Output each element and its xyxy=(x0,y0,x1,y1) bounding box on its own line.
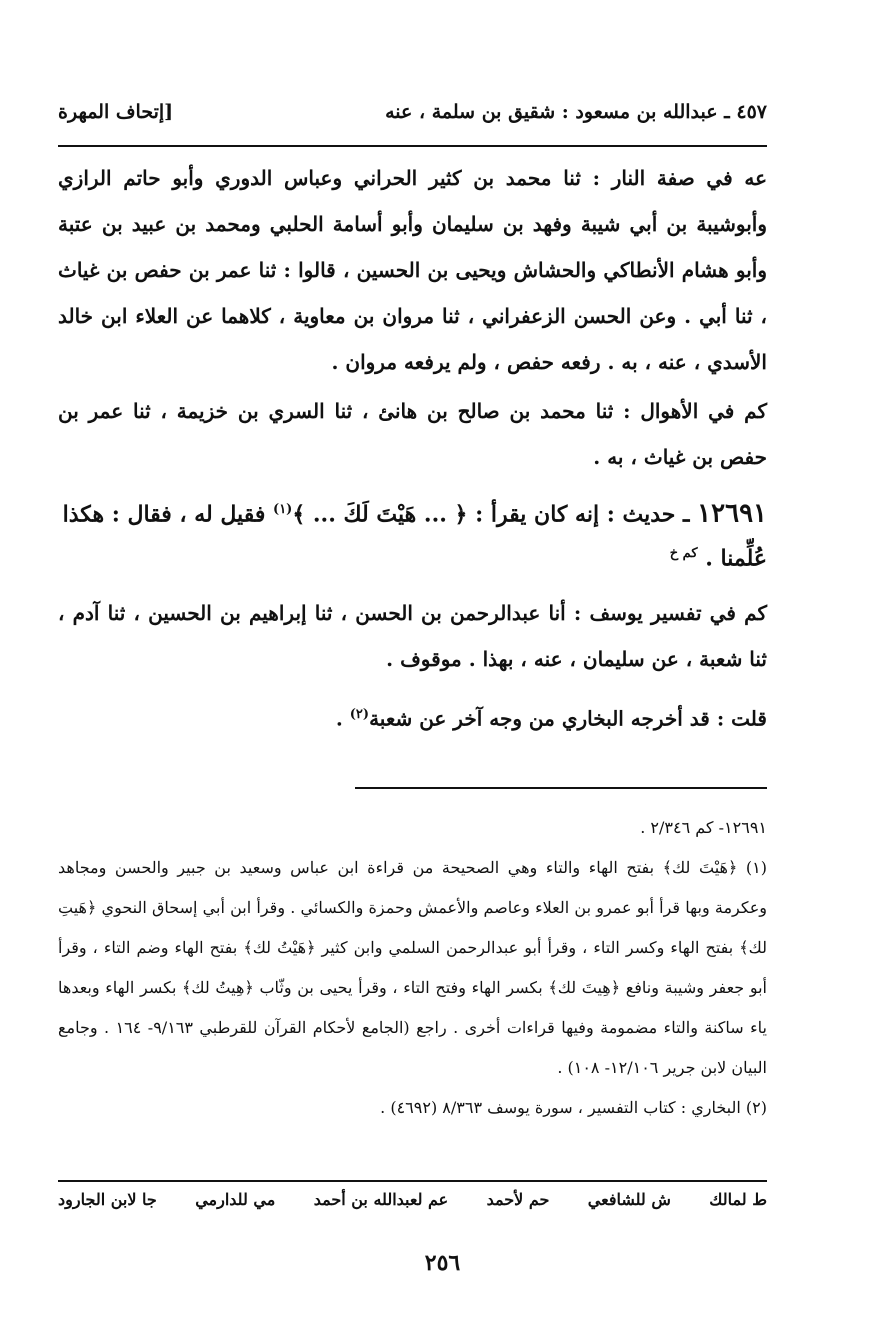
hadith-entry xyxy=(58,490,767,579)
footnotes xyxy=(58,808,767,1128)
paragraph-1: عه في صفة النار : ثنا محمد بن كثير الحراني وعباس الدوري وأبو حاتم الرازي وأبوشيبة بن أبي شيبة وفهد بن سليمان وأبو أسامة الحلبي ومحمد بن عبيد بن عتبة وأبو هشام الأنطاكي والحشاش ويحيى بن الحسين ، قالوا : ثنا عمر بن حفص بن غياث ، ثنا أبي . وعن الحسن الزعفراني ، ثنا مروان بن معاوية ، كلاهما عن العلاء ابن خالد الأسدي ، عنه ، به . رفعه حفص ، ولم يرفعه مروان . xyxy=(58,166,767,374)
paragraph-2: كم في الأهوال : ثنا محمد بن صالح بن هانئ ، ثنا السري بن خزيمة ، ثنا عمر بن حفص بن غياث ، به . xyxy=(58,399,767,469)
header-divider xyxy=(58,145,767,147)
abbreviations-key xyxy=(58,1190,767,1209)
page-number: ٢٥٦ xyxy=(424,1250,461,1276)
abbreviation-item: حم لأحمد xyxy=(486,1190,550,1209)
paragraph-4-end: . xyxy=(335,706,350,731)
running-header xyxy=(58,92,767,132)
hadith-footnote-ref: (١) xyxy=(273,502,293,517)
abbreviation-item: عم لعبدالله بن أحمد xyxy=(313,1190,449,1209)
header-title: ٤٥٧ ـ عبدالله بن مسعود : شقيق بن سلمة ، عنه xyxy=(385,101,767,123)
abbreviation-item: جا لابن الجارود xyxy=(58,1190,157,1209)
hadith-siglum: كم خ xyxy=(669,546,698,562)
footnote-1: (١) ﴿هَيْتَ لك﴾ بفتح الهاء والتاء وهي الصحيحة من قراءة ابن عباس وسعيد بن جبير والحسن ومجاهد وعكرمة وبها قرأ أبو عمرو بن العلاء وعاصم والأعمش وحمزة والكسائي . وقرأ ابن أبي إسحاق النحوي ﴿هَيتِ لك﴾ بفتح الهاء وكسر التاء ، وقرأ أبو عبدالرحمن السلمي وابن كثير ﴿هَيْتُ لك﴾ بفتح الهاء وضم التاء ، وقرأ أبو جعفر وشيبة ونافع ﴿هِيتَ لك﴾ بكسر الهاء وفتح التاء ، وقرأ يحيى بن وثّاب ﴿هِيتُ لك﴾ بكسر الهاء وبعدها ياء ساكنة والتاء مضمومة وفيها قراءات أخرى . راجع (الجامع لأحكام القرآن للقرطبي ٩/١٦٣- ١٦٤ . وجامع البيان لابن جرير ١٢/١٠٦- ١٠٨) . xyxy=(58,858,768,1077)
abbreviation-item: مي للدارمي xyxy=(195,1190,276,1209)
footnote-divider xyxy=(355,787,767,789)
hadith-number: ١٢٦٩١ xyxy=(697,498,767,529)
abbreviation-item: ش للشافعي xyxy=(587,1190,671,1209)
header-book-title: [إتحاف المهرة xyxy=(58,101,174,123)
paragraph-4-footnote-ref: (٢) xyxy=(349,707,370,722)
paragraph-3: كم في تفسير يوسف : أنا عبدالرحمن بن الحسن ، ثنا إبراهيم بن الحسين ، ثنا آدم ، ثنا شعبة ، عن سليمان ، عنه ، بهذا . موقوف . xyxy=(58,601,767,671)
abbreviations-divider xyxy=(58,1180,767,1182)
hadith-tail: فقيل له ، فقال : هكذا عُلِّمنا . xyxy=(62,501,767,572)
footnote-source: ١٢٦٩١- كم ٢/٣٤٦ . xyxy=(640,818,767,837)
abbreviation-item: ط لمالك xyxy=(709,1190,767,1209)
paragraph-4 xyxy=(58,692,767,742)
hadith-text: ـ حديث : إنه كان يقرأ : ﴿ ... هَيْتَ لَكَ ... ﴾ xyxy=(292,501,690,528)
paragraph-4-text: قلت : قد أخرجه البخاري من وجه آخر عن شعبة xyxy=(369,706,767,731)
footnote-2: (٢) البخاري : كتاب التفسير ، سورة يوسف ٨/٣٦٣ (٤٦٩٢) . xyxy=(380,1098,767,1117)
